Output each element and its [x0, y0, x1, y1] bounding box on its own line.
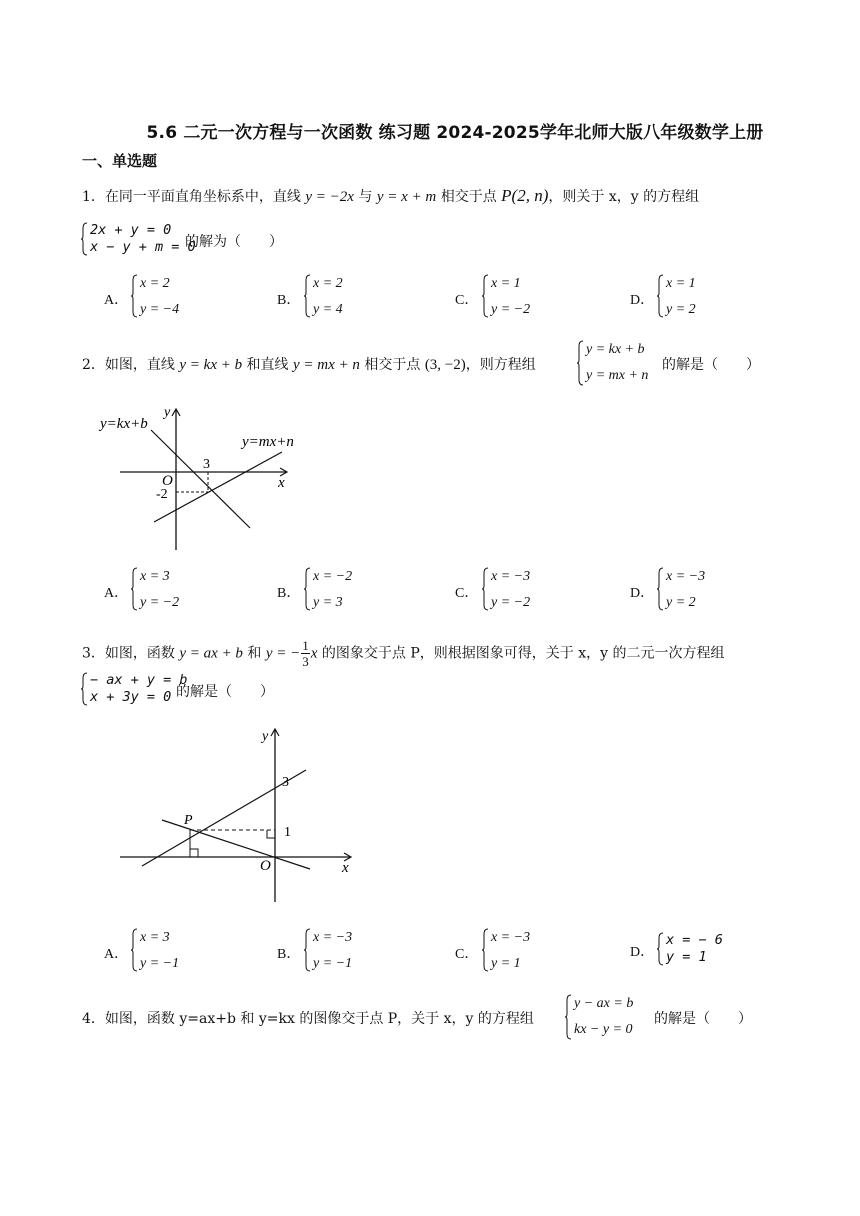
system-line: 2x + y = 0	[90, 222, 172, 238]
option-line: x = 2	[140, 276, 170, 291]
system-line: − ax + y = b	[90, 672, 188, 688]
question-1-stem	[82, 186, 699, 206]
question-2-figure	[96, 402, 296, 554]
page-title: 5.6 二元一次方程与一次函数 练习题 2024-2025学年北师大版八年级数学上册	[146, 123, 764, 143]
brace-icon	[481, 274, 489, 318]
option-line: x = 3	[140, 930, 170, 945]
question-text: ，则方程组	[465, 357, 536, 373]
system-line: x − y + m = 0	[90, 239, 196, 255]
equation: y = ax + b	[179, 645, 243, 662]
question-text: ，则关于 x，y 的方程组	[548, 189, 700, 205]
question-number: 3．	[82, 645, 105, 662]
system-line: y = mx + n	[586, 368, 649, 383]
question-text: 与	[358, 189, 373, 205]
question-number: 1．	[82, 189, 105, 205]
equation: y = mx + n	[293, 357, 360, 373]
option-system	[130, 274, 179, 318]
option-letter: A．	[104, 293, 129, 308]
option-system	[130, 928, 179, 972]
brace-icon	[656, 274, 664, 318]
brace-icon	[481, 567, 489, 611]
option-line: y = −2	[491, 302, 531, 317]
equation: y = x + m	[376, 189, 437, 205]
option-letter: B．	[277, 293, 301, 308]
point-label: (3, −2)	[424, 357, 466, 373]
brace-icon	[564, 994, 572, 1040]
equation: y = −	[265, 645, 301, 662]
origin-label: O	[260, 858, 271, 874]
option-system	[481, 567, 530, 611]
equation-system	[564, 994, 633, 1040]
brace-icon	[303, 928, 311, 972]
system-line: y − ax = b	[574, 996, 634, 1011]
point-p-label: P	[184, 813, 193, 828]
option-letter: B．	[277, 947, 301, 962]
question-3-figure	[110, 724, 360, 904]
fraction-denominator: 3	[302, 654, 309, 669]
option-line: x = 2	[313, 276, 343, 291]
right-angle-mark	[267, 830, 275, 838]
option-system	[130, 567, 179, 611]
point-label: P(2, n)	[501, 186, 549, 205]
tick-label-3: 3	[282, 775, 289, 790]
tick-label-3: 3	[203, 457, 210, 472]
question-text: 的解是（ ）	[662, 357, 760, 373]
brace-icon	[576, 340, 584, 386]
question-number: 2．	[82, 357, 105, 373]
line-mx-n	[154, 452, 282, 522]
equation-system	[80, 672, 188, 706]
option-letter: D．	[630, 586, 655, 601]
section-heading: 一、单选题	[82, 152, 158, 170]
option-line: x = −2	[313, 569, 353, 584]
option-line: x = −3	[666, 569, 706, 584]
question-text: 和直线	[246, 357, 289, 373]
brace-icon	[130, 928, 138, 972]
equation: y = kx + b	[179, 357, 243, 373]
question-text: 的解为（ ）	[185, 234, 283, 250]
option-system	[656, 567, 705, 611]
question-3-stem	[82, 638, 724, 669]
option-line: y = 3	[313, 595, 343, 610]
equation: x	[310, 645, 318, 662]
brace-icon	[303, 274, 311, 318]
option-line: y = −2	[491, 595, 531, 610]
question-text: 和	[247, 645, 262, 662]
option-line: y = 2	[666, 302, 696, 317]
question-text: 相交于点	[440, 189, 497, 205]
option-line: x = −3	[491, 930, 531, 945]
option-line: y = −2	[140, 595, 180, 610]
option-line: x = 1	[666, 276, 696, 291]
option-letter: B．	[277, 586, 301, 601]
option-system	[303, 928, 352, 972]
brace-icon	[130, 567, 138, 611]
equation-system	[80, 222, 196, 256]
equation: y = −2x	[305, 189, 354, 205]
option-letter: A．	[104, 947, 129, 962]
brace-icon	[656, 567, 664, 611]
y-axis-label: y	[262, 729, 269, 744]
option-line: y = 4	[313, 302, 343, 317]
tick-label-neg2: -2	[156, 487, 168, 502]
option-line: x = − 6	[666, 932, 723, 948]
option-line: x = 1	[491, 276, 521, 291]
question-4-stem	[82, 1008, 534, 1028]
brace-icon	[80, 222, 88, 256]
option-line: x = −3	[313, 930, 353, 945]
origin-label: O	[162, 473, 173, 489]
option-line: x = 3	[140, 569, 170, 584]
option-line: y = 2	[666, 595, 696, 610]
option-letter: D．	[630, 945, 655, 960]
brace-icon	[80, 672, 88, 706]
question-text: 如图，函数	[104, 645, 175, 662]
question-text: 的解是（ ）	[176, 684, 274, 700]
right-angle-mark	[190, 849, 198, 857]
option-system	[656, 274, 696, 318]
system-line: x + 3y = 0	[90, 689, 172, 705]
brace-icon	[130, 274, 138, 318]
option-system	[303, 567, 352, 611]
question-text: 相交于点	[364, 357, 421, 373]
option-letter: A．	[104, 586, 129, 601]
question-text: 的图象交于点 P，则根据图象可得，关于 x，y 的二元一次方程组	[321, 645, 725, 662]
equation-system	[576, 340, 648, 386]
option-system	[481, 274, 530, 318]
x-axis-label: x	[278, 475, 285, 491]
option-letter: C．	[455, 947, 479, 962]
tick-label-1: 1	[284, 825, 291, 840]
question-number: 4．	[82, 1011, 105, 1027]
question-text: 在同一平面直角坐标系中，直线	[104, 189, 301, 205]
option-system	[656, 932, 723, 966]
x-axis-label: x	[342, 860, 349, 876]
y-axis-label: y	[164, 405, 171, 420]
system-line: y = kx + b	[586, 342, 645, 357]
option-line: y = −1	[140, 956, 180, 971]
question-text: 的解是（ ）	[654, 1011, 752, 1027]
question-text: 如图，直线	[104, 357, 175, 373]
question-2-stem	[82, 354, 536, 374]
option-letter: C．	[455, 293, 479, 308]
brace-icon	[303, 567, 311, 611]
option-line: y = −4	[140, 302, 180, 317]
label-line-1: y=kx+b	[100, 416, 148, 432]
option-line: y = 1	[491, 956, 521, 971]
label-line-2: y=mx+n	[242, 434, 294, 450]
question-text: 如图，函数 y=ax+b 和 y=kx 的图像交于点 P，关于 x，y 的方程组	[104, 1011, 534, 1027]
option-line: y = −1	[313, 956, 353, 971]
option-line: y = 1	[666, 949, 707, 965]
fraction	[301, 638, 310, 669]
fraction-numerator: 1	[302, 638, 309, 653]
option-letter: D．	[630, 293, 655, 308]
brace-icon	[481, 928, 489, 972]
brace-icon	[656, 932, 664, 966]
option-system	[481, 928, 530, 972]
option-system	[303, 274, 343, 318]
option-letter: C．	[455, 586, 479, 601]
system-line: kx − y = 0	[574, 1022, 633, 1037]
option-line: x = −3	[491, 569, 531, 584]
